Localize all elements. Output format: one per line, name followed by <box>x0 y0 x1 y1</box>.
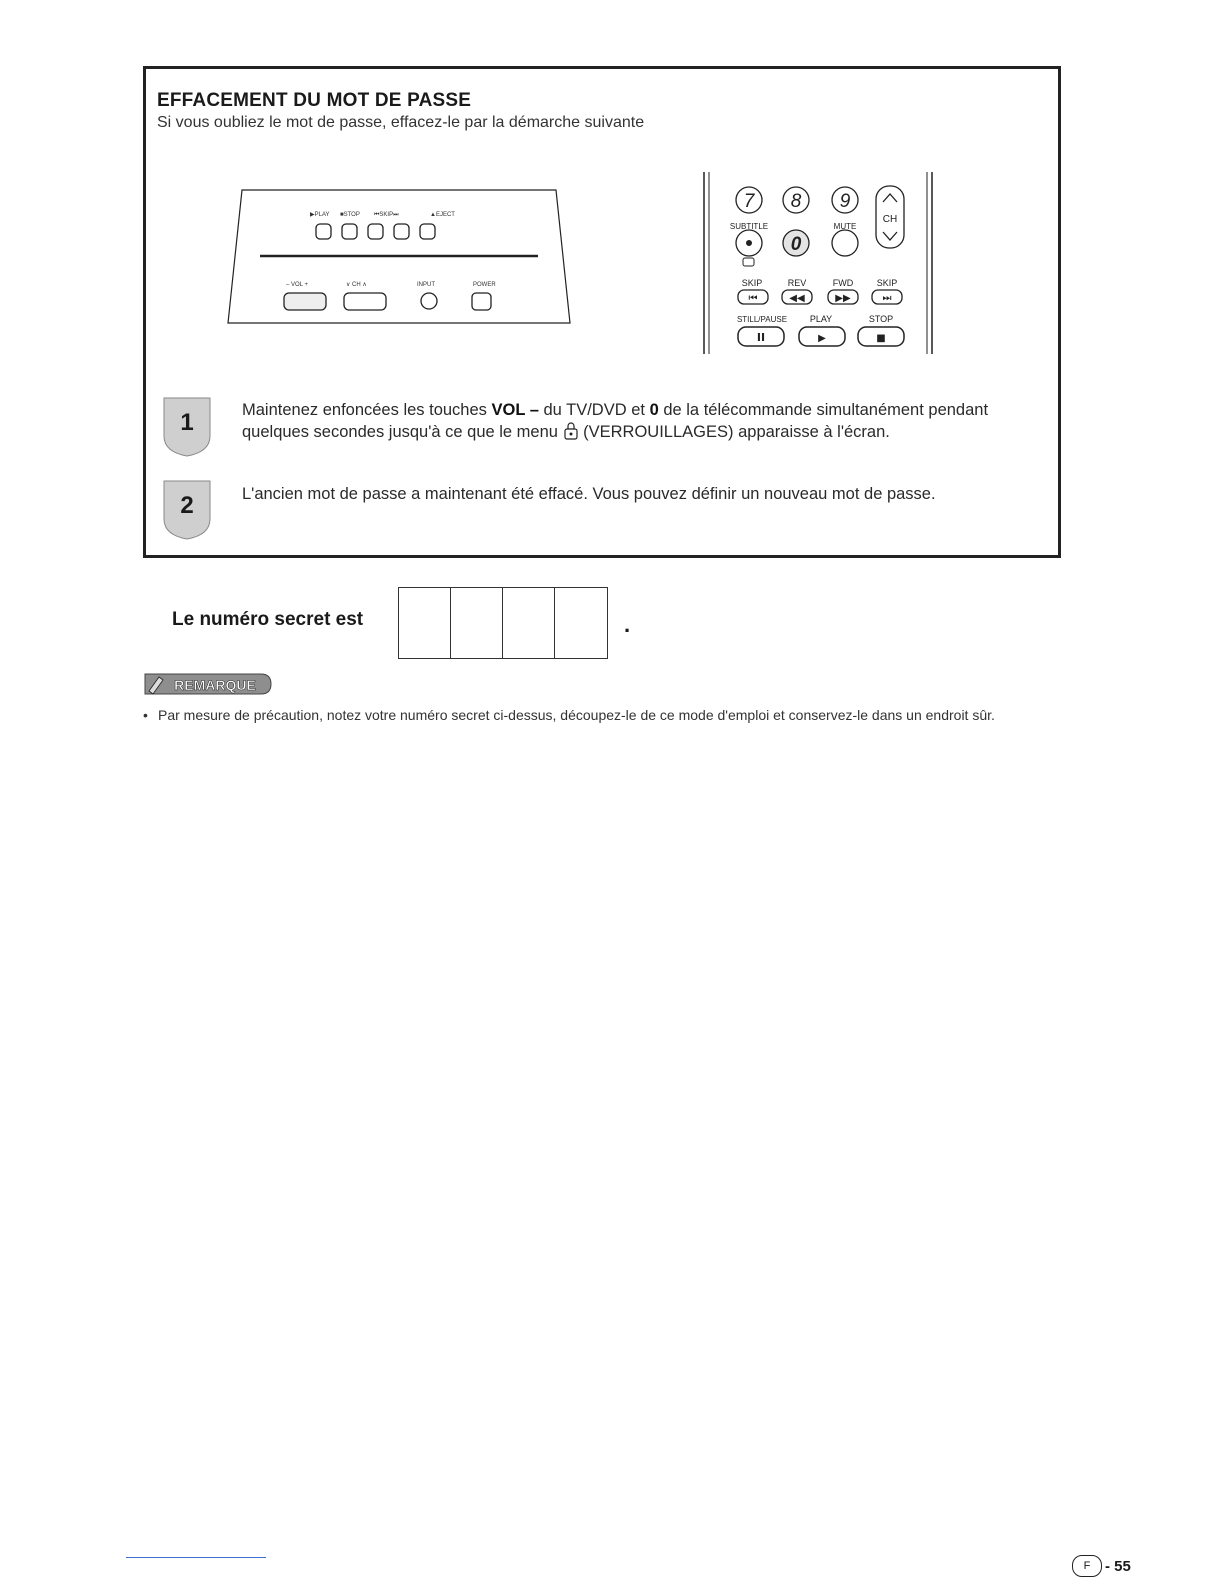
step-1-text-a: Maintenez enfoncées les touches <box>242 401 492 419</box>
lock-menu-icon <box>563 422 579 440</box>
step-1-bold-vol: VOL – <box>491 401 539 419</box>
tv-label-skip: ⏮SKIP⏭ <box>374 212 399 218</box>
tv-panel-illustration <box>226 186 572 326</box>
step-1-bold-0: 0 <box>649 401 659 419</box>
remote-illustration <box>700 172 940 356</box>
step-2-badge <box>162 479 212 541</box>
svg-text:▶: ▶ <box>818 333 826 344</box>
secret-digit-box <box>555 588 607 658</box>
tv-label-vol: – VOL + <box>286 282 308 288</box>
remark-bullet: • <box>143 707 148 723</box>
step-1-text-d: (VERROUILLAGES) apparaisse à l'écran. <box>578 423 890 441</box>
secret-digit-box <box>451 588 503 658</box>
tv-label-stop: ■STOP <box>340 212 360 218</box>
secret-number-label: Le numéro secret est <box>172 609 364 630</box>
remote-mute-button <box>832 230 858 256</box>
step-1-text-c: de la télécommande simultanément pendant quelques secondes jusqu'à ce que le menu <box>242 401 989 441</box>
remote-fwd-label: FWD <box>832 278 854 288</box>
remote-digit-0: 0 <box>790 234 802 255</box>
step-1-badge <box>162 396 212 458</box>
remote-digit-7: 7 <box>743 191 755 212</box>
step-2-number: 2 <box>180 492 194 519</box>
svg-text:⏭: ⏭ <box>882 293 892 304</box>
section-title: EFFACEMENT DU MOT DE PASSE <box>157 90 472 111</box>
remote-play-label: PLAY <box>809 314 833 324</box>
remote-ch-label: CH <box>882 214 898 225</box>
page-number <box>1072 1555 1131 1577</box>
svg-text:▶▶: ▶▶ <box>835 293 851 304</box>
remote-rev-label: REV <box>787 278 807 288</box>
remark-label: REMARQUE <box>174 677 256 693</box>
step-2-text: L'ancien mot de passe a maintenant été effacé. Vous pouvez définir un nouveau mot de passe. <box>242 485 936 503</box>
tv-label-ch: ∨ CH ∧ <box>346 282 367 288</box>
svg-text:■: ■ <box>876 333 886 344</box>
tv-label-play: ▶PLAY <box>310 212 330 218</box>
tv-label-input: INPUT <box>417 282 435 288</box>
remote-skip-back-label: SKIP <box>741 278 763 288</box>
page-number-text: - 55 <box>1105 1557 1131 1575</box>
remote-mute-label: MUTE <box>833 222 857 231</box>
secret-digit-box <box>399 588 451 658</box>
step-1-text <box>242 399 1032 443</box>
language-badge: F <box>1072 1555 1102 1577</box>
svg-text:◀◀: ◀◀ <box>789 293 805 304</box>
secret-number-grid <box>398 587 608 659</box>
secret-digit-box <box>503 588 555 658</box>
svg-text:II: II <box>756 331 766 344</box>
remote-subtitle-label: SUBTITLE <box>729 222 769 231</box>
remark-badge <box>143 671 273 697</box>
step-1-text-b: du TV/DVD et <box>538 401 650 419</box>
remote-digit-9: 9 <box>839 191 851 212</box>
tv-vol-button <box>284 293 326 310</box>
footer-rule <box>126 1557 266 1558</box>
step-1-number: 1 <box>180 409 194 436</box>
remark-note <box>143 706 1083 724</box>
tv-label-power: POWER <box>473 282 496 288</box>
remote-stop-label: STOP <box>868 314 894 324</box>
section-subtitle: Si vous oubliez le mot de passe, effacez-le par la démarche suivante <box>157 114 645 131</box>
remote-still-pause-label: STILL/PAUSE <box>736 315 788 324</box>
remote-skip-fwd-label: SKIP <box>876 278 898 288</box>
svg-text:⏮: ⏮ <box>748 293 758 304</box>
tv-label-eject: ▲EJECT <box>430 212 455 218</box>
secret-trailing-dot: . <box>624 612 631 637</box>
remark-note-text: Par mesure de précaution, notez votre numéro secret ci-dessus, découpez-le de ce mode d'emploi et conservez-le dans un endroit sûr. <box>158 707 995 723</box>
remote-digit-8: 8 <box>790 191 802 212</box>
